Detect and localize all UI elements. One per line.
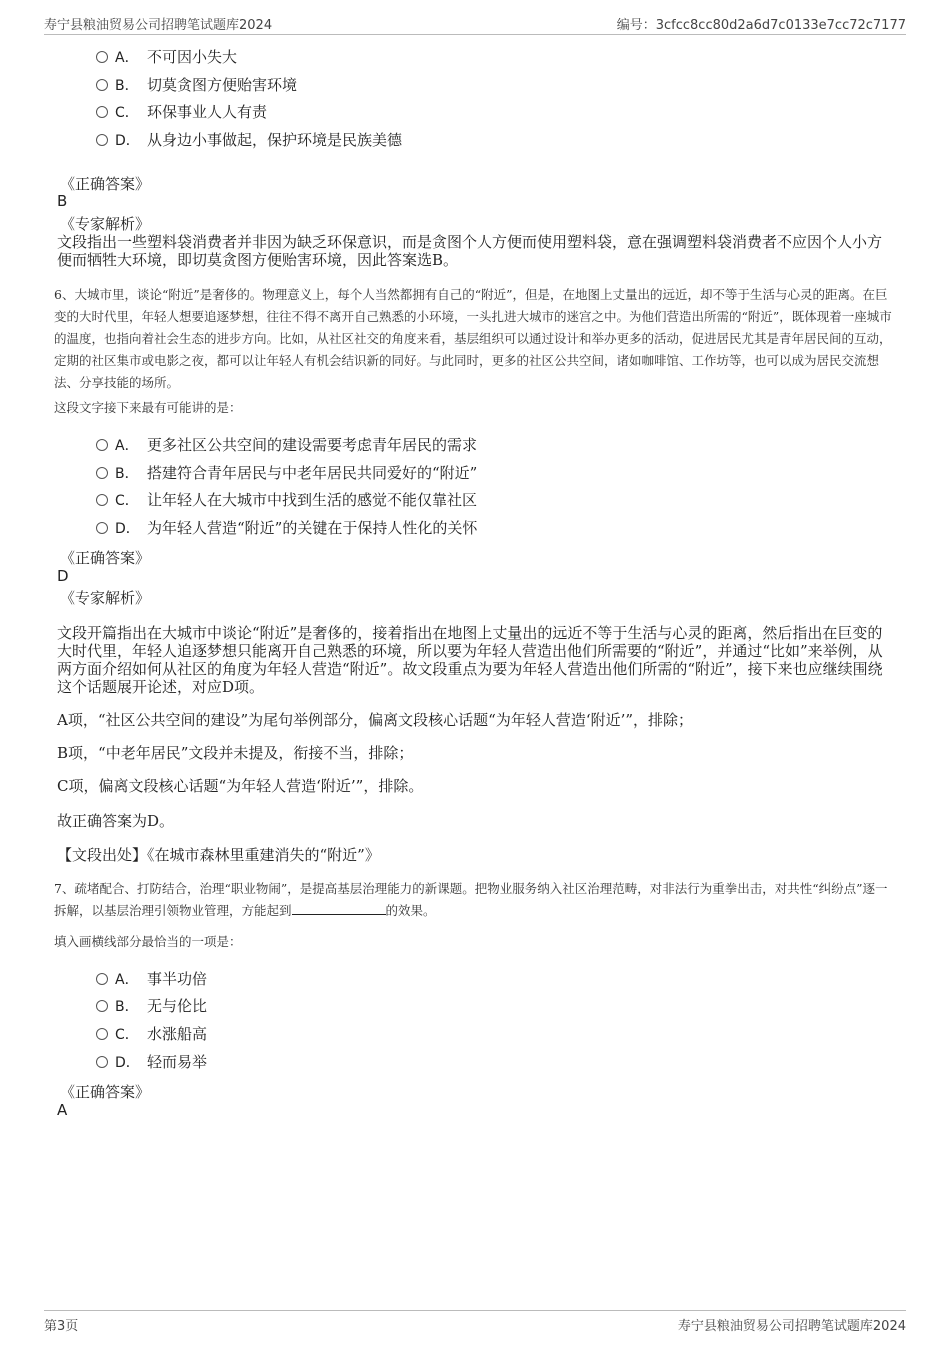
q5-option-a[interactable]: A． 不可因小失大 [96, 47, 237, 68]
page-number: 第3页 [44, 1319, 79, 1334]
q7-prompt: 填入画横线部分最恰当的一项是： [54, 934, 242, 949]
header-code: 编号：3cfcc8cc80d2a6d7c0133e7cc72c7177 [616, 18, 906, 33]
q7-answer: A [57, 1101, 68, 1119]
fill-in-blank [292, 902, 386, 915]
q6-analysis: 文段开篇指出在大城市中谈论“附近”是奢侈的，接着指出在地图上丈量出的远近不等于生活与心灵的距离，然后指出在巨变的大时代里，年轻人追逐梦想只能离开自己熟悉的环境，所以要为年轻人营造出他们所需要的“附近”，并通过“比如”来举例，从两方面介绍如何从社区的角度为年轻人营造“附近”。故文段重点为要为年轻人营造出他们所需的“附近”，接下来也应继续围绕这个话题展开论述，对应D项。 [57, 624, 883, 696]
q7-option-b[interactable]: B． 无与伦比 [96, 996, 207, 1017]
radio-icon[interactable] [96, 1056, 108, 1068]
header-title: 寿宁县粮油贸易公司招聘笔试题库2024 [44, 18, 273, 33]
q6-option-b[interactable]: B． 搭建符合青年居民与中老年居民共同爱好的“附近” [96, 463, 477, 484]
q6-answer-label: 《正确答案》 [60, 549, 151, 567]
q5-analysis-label: 《专家解析》 [60, 215, 151, 233]
radio-icon[interactable] [96, 467, 108, 479]
radio-icon[interactable] [96, 1028, 108, 1040]
q5-option-d[interactable]: D． 从身边小事做起，保护环境是民族美德 [96, 130, 402, 151]
radio-icon[interactable] [96, 79, 108, 91]
q5-option-c[interactable]: C． 环保事业人人有责 [96, 102, 267, 123]
q5-option-b[interactable]: B． 切莫贪图方便贻害环境 [96, 75, 297, 96]
q6-note-c: C项，偏离文段核心话题“为年轻人营造‘附近’”，排除。 [57, 777, 424, 795]
q7-option-a[interactable]: A． 事半功倍 [96, 969, 207, 990]
radio-icon[interactable] [96, 439, 108, 451]
radio-icon[interactable] [96, 51, 108, 63]
q6-note-a: A项，“社区公共空间的建设”为尾句举例部分，偏离文段核心话题“为年轻人营造‘附近’”，排除； [57, 711, 694, 729]
radio-icon[interactable] [96, 973, 108, 985]
radio-icon[interactable] [96, 134, 108, 146]
q5-analysis: 文段指出一些塑料袋消费者并非因为缺乏环保意识，而是贪图个人方便而使用塑料袋，意在强调塑料袋消费者不应因个人小方便而牺牲大环境，即切莫贪图方便贻害环境，因此答案选B。 [57, 233, 883, 269]
q6-option-a[interactable]: A． 更多社区公共空间的建设需要考虑青年居民的需求 [96, 435, 477, 456]
q7-option-d[interactable]: D． 轻而易举 [96, 1052, 207, 1073]
page-footer [44, 1310, 906, 1333]
footer-title: 寿宁县粮油贸易公司招聘笔试题库2024 [677, 1319, 906, 1334]
q6-stem: 6、大城市里，谈论“附近”是奢侈的。物理意义上，每个人当然都拥有自己的“附近”，但是，在地图上丈量出的远近，却不等于生活与心灵的距离。在巨变的大时代里，年轻人想要追逐梦想，往往不得不离开自己熟悉的小环境，一头扎进大城市的迷宫之中。为他们营造出所需的“附近”，既体现着一座城市的温度，也指向着社会生态的进步方向。比如，从社区社交的角度来看，基层组织可以通过设计和举办更多的活动，促进居民尤其是青年居民间的互动，定期的社区集市或电影之夜，都可以让年轻人有机会结识新的同好。与此同时，更多的社区公共空间，诸如咖啡馆、工作坊等，也可以成为居民交流想法、分享技能的场所。 [54, 287, 892, 390]
q6-prompt: 这段文字接下来最有可能讲的是： [54, 400, 242, 415]
q6-source: 【文段出处】《在城市森林里重建消失的“附近”》 [57, 846, 380, 864]
q7-answer-label: 《正确答案》 [60, 1083, 151, 1101]
radio-icon[interactable] [96, 522, 108, 534]
radio-icon[interactable] [96, 106, 108, 118]
q5-answer: B [57, 192, 68, 210]
radio-icon[interactable] [96, 1000, 108, 1012]
q6-answer: D [57, 567, 69, 585]
radio-icon[interactable] [96, 494, 108, 506]
q7-stem: 7、疏堵配合、打防结合，治理“职业物闹”，是提高基层治理能力的新课题。把物业服务纳入社区治理范畴，对非法行为重拳出击，对共性“纠纷点”逐一拆解，以基层治理引领物业管理，方能起到 的效果。 [54, 881, 888, 918]
q6-analysis-label: 《专家解析》 [60, 589, 151, 607]
q7-option-c[interactable]: C． 水涨船高 [96, 1024, 207, 1045]
q6-option-d[interactable]: D． 为年轻人营造“附近”的关键在于保持人性化的关怀 [96, 518, 477, 539]
q5-answer-label: 《正确答案》 [60, 175, 151, 193]
q6-option-c[interactable]: C． 让年轻人在大城市中找到生活的感觉不能仅靠社区 [96, 490, 477, 511]
q6-conclusion: 故正确答案为D。 [57, 812, 175, 830]
page-header [44, 14, 906, 35]
q6-note-b: B项，“中老年居民”文段并未提及，衔接不当，排除； [57, 744, 414, 762]
